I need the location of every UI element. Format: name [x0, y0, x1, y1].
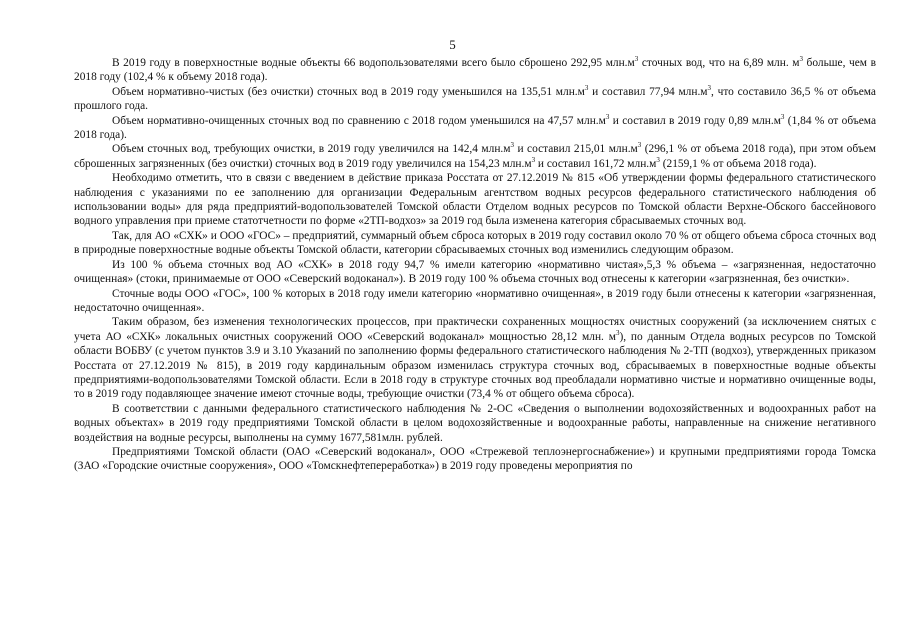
- paragraph: [74, 85, 876, 114]
- superscript: 3: [510, 141, 514, 150]
- paragraph-text: Сточные воды ООО «ГОС», 100 % которых в 2018 году имели категорию «нормативно очищенная», в 2019 году были отнесены к категории «загрязненная, недостаточно очищенная».: [74, 287, 876, 314]
- superscript: 3: [780, 112, 785, 121]
- paragraph-text: Необходимо отметить, что в связи с введением в действие приказа Росстата от 27.12.2019 № 815 «Об утверждении формы федерального статистического наблюдения с указаниями по ее заполнению для организации Федеральным агентством водных ресурсов федерального статистического наблюдения об использовании воды» для ряда предприятий-водопользователей Томской области Отделом водных ресурсов по Томской области Верхне-Обского бассейнового водного управления при приеме статотчетности по форме «2ТП-водхоз» за 2019 год была изменена категория сбрасываемых сточных вод.: [74, 172, 876, 228]
- paragraph-text: и составил в 2019 году 0,89 млн.м: [609, 114, 781, 127]
- paragraph: [74, 171, 876, 229]
- superscript: 3: [656, 155, 660, 164]
- paragraph: [74, 142, 876, 171]
- superscript: 3: [634, 55, 639, 63]
- paragraph: [74, 229, 876, 258]
- page-number: 5: [449, 37, 456, 52]
- paragraph-text: ), по данным Отдела водных ресурсов по Томской области ВОБВУ (с учетом пунктов 3.9 и 3.10 Указаний по заполнению формы федерального статистического наблюдения № 2-ТП (водхоз), утвержденных приказом Росстата от 27.12.2019 № 815), в 2019 году кардинальным образом изменилась структура сточных вод, сбрасываемых в поверхностные водные объекты предприятиями-водопользователями Томской области. Если в 2018 году в структуре сточных вод преобладали нормативно чистые и нормативно очищенные воды, то в 2019 году подавляющее значение имеют сточные воды, требующие очистки (73,4 % от общего объема сброса).: [74, 330, 876, 401]
- paragraph-text: и составил 215,01 млн.м: [513, 143, 638, 156]
- superscript: 3: [707, 83, 712, 92]
- paragraph-text: Так, для АО «СХК» и ООО «ГОС» – предприятий, суммарный объем сброса которых в 2019 году составил около 70 % от общего объема сброса сточных вод в природные поверхностные водные объекты Томской области, категории сбрасываемых сточных вод изменились следующим образом.: [74, 229, 876, 257]
- paragraph: [74, 258, 876, 287]
- paragraph: [74, 402, 876, 445]
- paragraph: [74, 287, 876, 316]
- paragraph-text: Объем сточных вод, требующих очистки, в 2019 году увеличился на 142,4 млн.м: [112, 143, 511, 156]
- paragraph-text: (1,84 % от объема 2018 года).: [74, 114, 876, 142]
- paragraph-text: , что составило 36,5 % от объема прошлого года.: [74, 85, 876, 113]
- paragraph-text: больше, чем в 2018 году (102,4 % к объему 2018 года).: [74, 57, 876, 84]
- paragraph: [74, 315, 876, 401]
- paragraph-text: Объем нормативно-чистых (без очистки) сточных вод в 2019 году уменьшился на 135,51 млн.м: [112, 85, 585, 98]
- paragraph-text: Объем нормативно-очищенных сточных вод по сравнению с 2018 годом уменьшился на 47,57 млн.м: [112, 114, 606, 127]
- paragraph: [74, 56, 876, 85]
- superscript: 3: [799, 55, 803, 63]
- superscript: 3: [605, 112, 610, 121]
- paragraph-text: В соответствии с данными федерального статистического наблюдения № 2-ОС «Сведения о выполнении водохозяйственных и водоохранных работ на водных объектах» в 2019 году предприятиями Томской области в целом водохозяйственные и водоохранные работы, направленные на снижение негативного воздействия на водные ресурсы, выполнены на сумму 1677,581млн. рублей.: [74, 402, 876, 444]
- paragraph-text: Таким образом, без изменения технологических процессов, при практически сохраненных мощностях очистных сооружений (за исключением снятых с учета АО «СХК» локальных очистных сооружений ООО «Северский водоканал» мощностью 28,12 млн. м: [74, 316, 876, 343]
- paragraph-text: сточных вод, что на 6,89 млн. м: [638, 57, 800, 69]
- superscript: 3: [584, 83, 589, 92]
- paragraph-text: Из 100 % объема сточных вод АО «СХК» в 2018 году 94,7 % имели категорию «нормативно чистая»,5,3 % объема – «загрязненная, недостаточно очищенная» (стоки, принимаемые от ООО «Северский водоканал»). В 2019 году 100 % объема сточных вод отнесены к категории «загрязненная, без очистки».: [74, 258, 876, 286]
- paragraph-text: Предприятиями Томской области (ОАО «Северский водоканал», ООО «Стрежевой теплоэнергоснабжение») и крупными предприятиями города Томска (ЗАО «Городские очистные сооружения», ООО «Томскнефтепереработка») в 2019 году проведены мероприятия по: [74, 445, 876, 473]
- superscript: 3: [637, 141, 642, 150]
- paragraph: [74, 445, 876, 474]
- superscript: 3: [615, 328, 620, 337]
- paragraph-text: В 2019 году в поверхностные водные объекты 66 водопользователями всего было сброшено 292,95 млн.м: [112, 57, 635, 69]
- paragraph-text: и составил 77,94 млн.м: [588, 85, 708, 98]
- paragraph-text: (2159,1 % от объема 2018 года).: [659, 157, 817, 170]
- paragraph-text: и составил 161,72 млн.м: [535, 157, 657, 170]
- paragraph: [74, 114, 876, 143]
- paragraph-text: (296,1 % от объема 2018 года), при этом объем сброшенных загрязненных (без очистки) сточных вод в 2019 году увеличился на 154,23 млн.м: [74, 143, 876, 170]
- superscript: 3: [531, 155, 536, 164]
- document-body: [74, 56, 876, 474]
